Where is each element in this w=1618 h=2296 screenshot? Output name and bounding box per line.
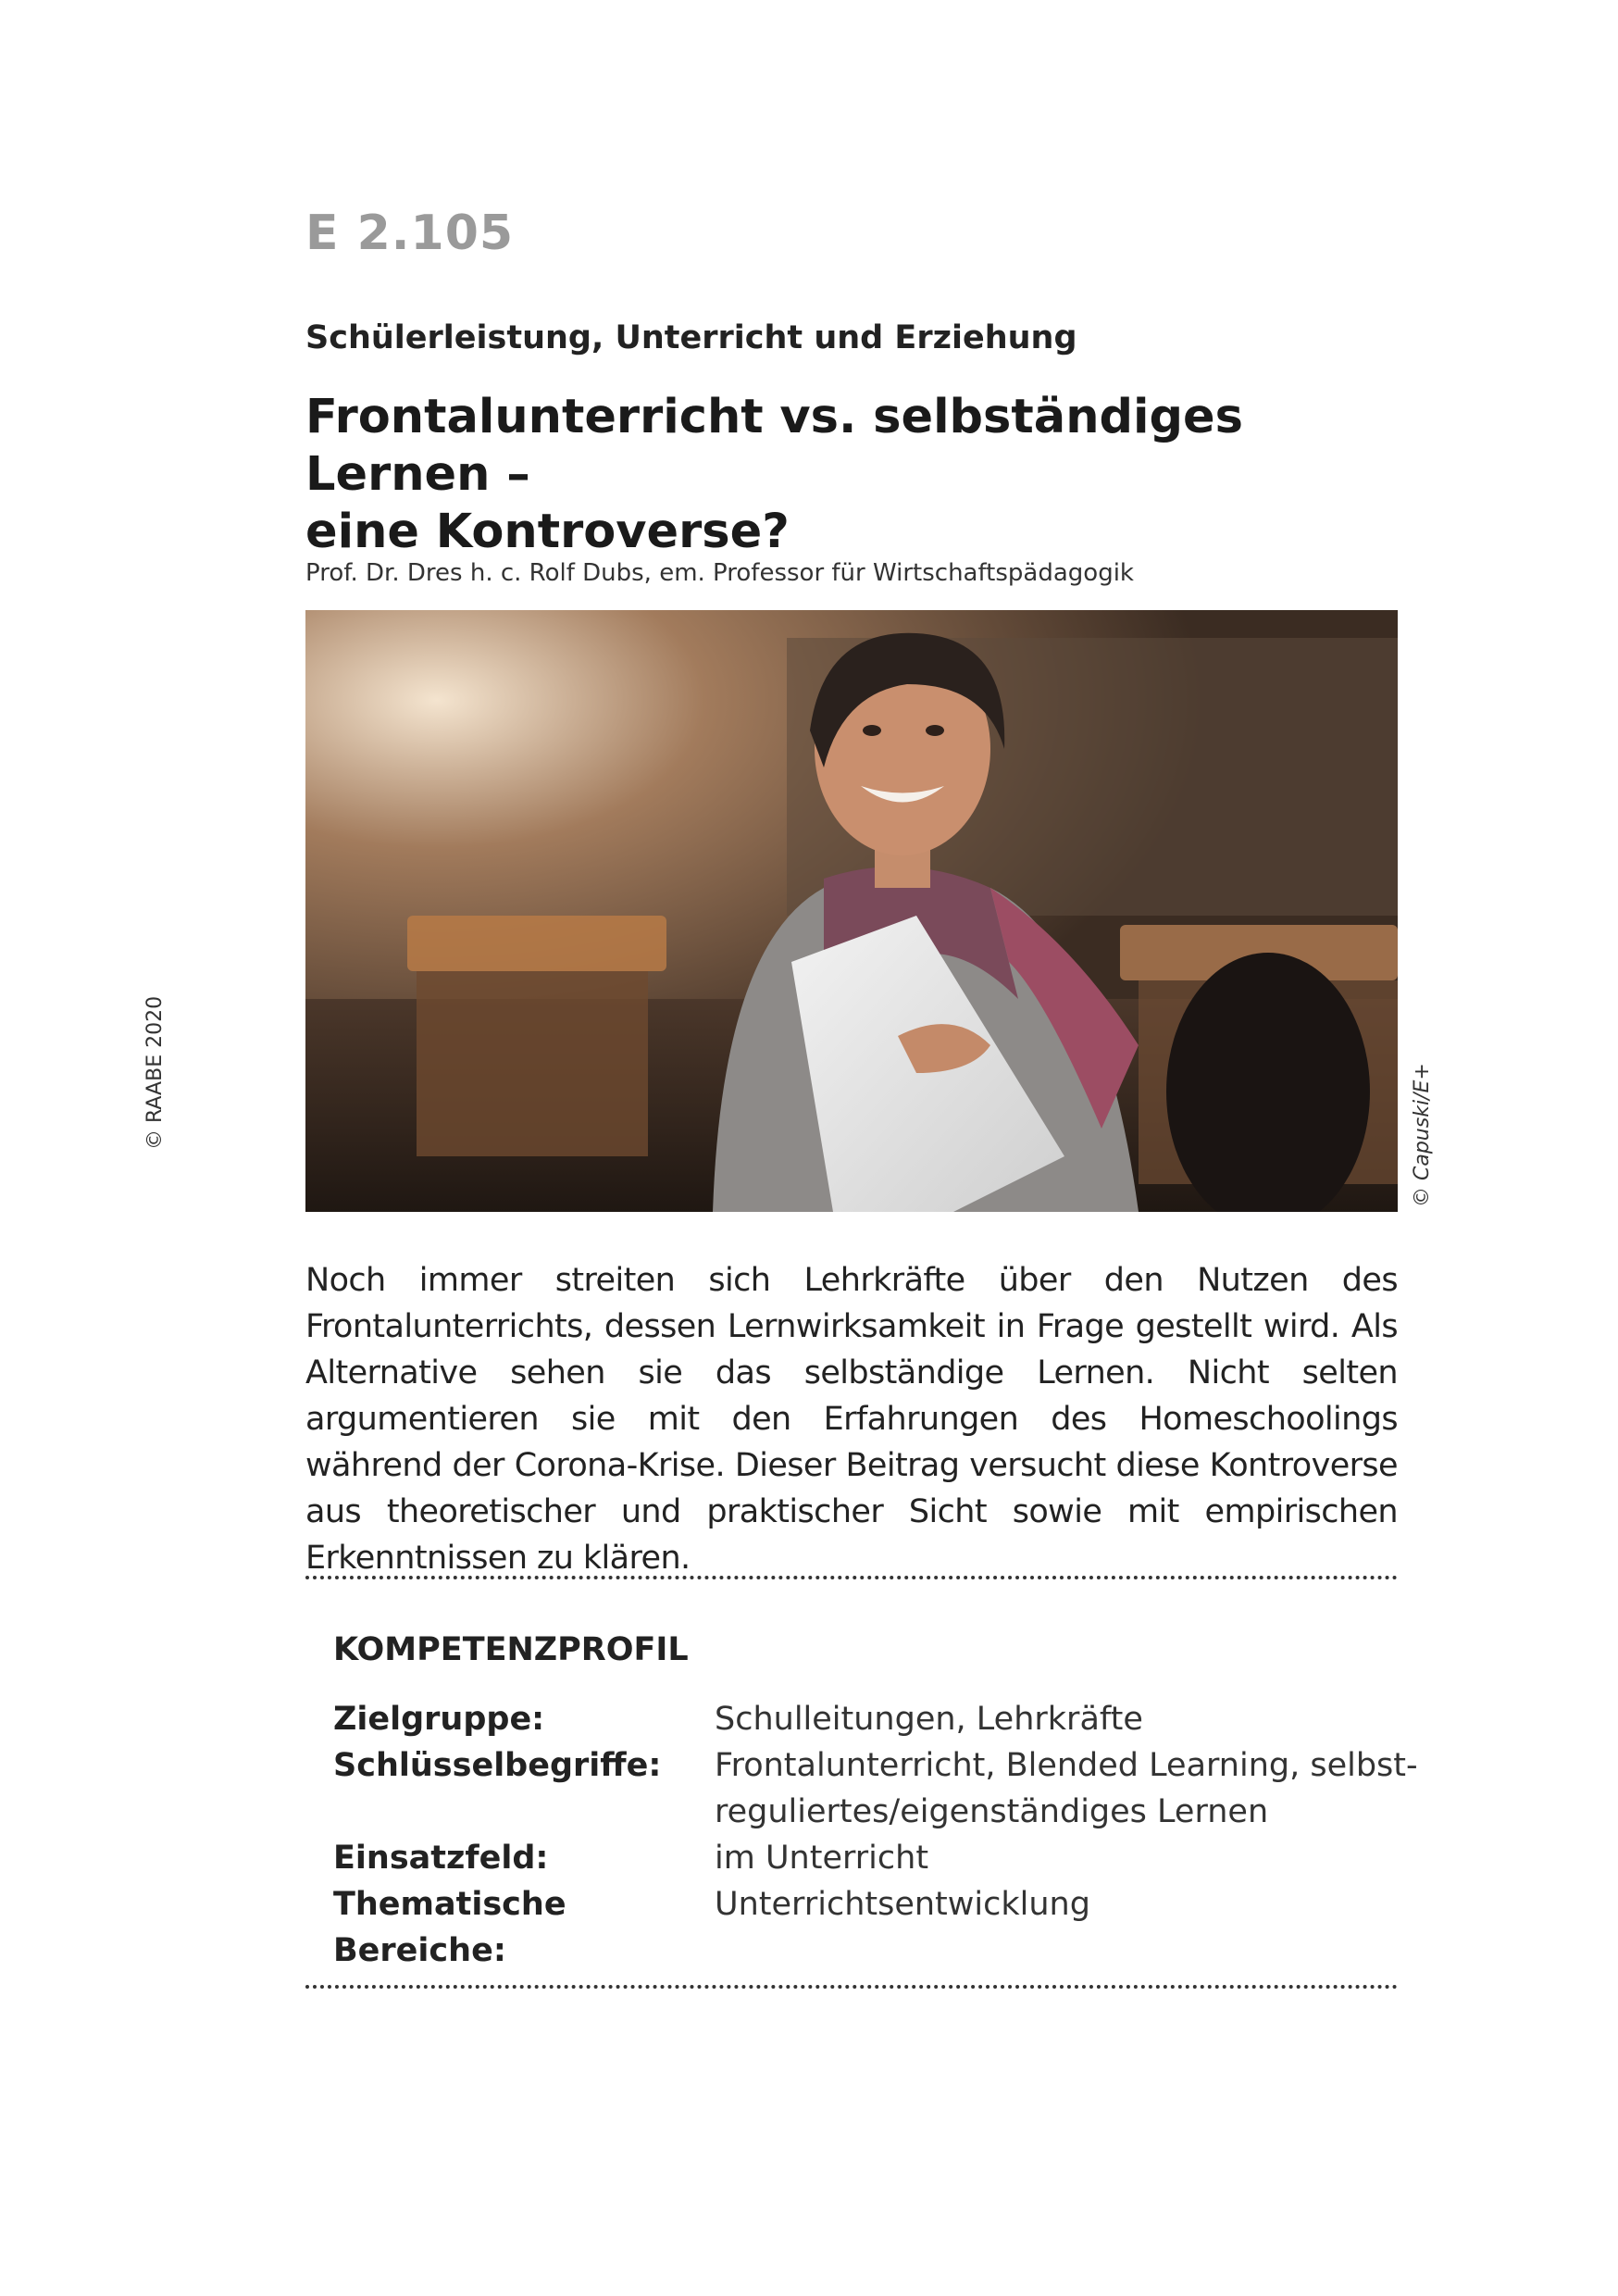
- row-label-einsatzfeld: Einsatzfeld:: [333, 1840, 549, 1877]
- publisher-copyright: © RAABE 2020: [143, 995, 167, 1150]
- kompetenzprofil-table: [333, 1696, 1418, 1974]
- title-line-1: Frontalunterricht vs. selbständiges Lernen –: [305, 390, 1243, 502]
- kompetenzprofil-row: [333, 1696, 1418, 1742]
- row-value-schluesselbegriffe: Frontalunterricht, Blended Learning, selbst- reguliertes/eigenständiges Lernen: [715, 1747, 1418, 1830]
- row-value-thematische-bereiche: Unterrichtsentwicklung: [715, 1886, 1090, 1923]
- kompetenzprofil-heading: KOMPETENZPROFIL: [333, 1631, 689, 1668]
- kompetenzprofil-row: [333, 1881, 1418, 1974]
- document-code: E 2.105: [305, 206, 515, 261]
- category-heading: Schülerleistung, Unterricht und Erziehung: [305, 319, 1077, 356]
- document-title: [305, 389, 1416, 561]
- author-line: Prof. Dr. Dres h. c. Rolf Dubs, em. Professor für Wirtschaftspädagogik: [305, 559, 1134, 587]
- teacher-photo: [305, 610, 1398, 1212]
- intro-paragraph: Noch immer streiten sich Lehrkräfte über den Nutzen des Frontalunterrichts, dessen Lernwirksamkeit in Frage gestellt wird. Als Alternative sehen sie das selbständige Lernen. Nicht selten argumentieren sie mit den Erfahrungen des Homeschoolings während der Corona-Krise. Dieser Beitrag versucht diese Kontroverse aus theoretischer und praktischer Sicht sowie mit empirischen Erkenntnissen zu klären.: [305, 1262, 1398, 1577]
- row-value-zielgruppe: Schulleitungen, Lehrkräfte: [715, 1701, 1143, 1738]
- row-label-zielgruppe: Zielgruppe:: [333, 1701, 545, 1738]
- title-line-2: eine Kontroverse?: [305, 505, 790, 559]
- kompetenzprofil-row: [333, 1835, 1418, 1881]
- teacher-photo-illustration: [305, 610, 1398, 1212]
- row-value-einsatzfeld: im Unterricht: [715, 1840, 929, 1877]
- row-label-schluesselbegriffe: Schlüsselbegriffe:: [333, 1747, 662, 1784]
- kompetenzprofil-row: [333, 1742, 1418, 1835]
- photo-credit: © Capuski/E+: [1411, 1063, 1434, 1207]
- dotted-divider-top: [305, 1576, 1398, 1579]
- dotted-divider-bottom: [305, 1985, 1398, 1989]
- row-label-thematische-bereiche: Thematische Bereiche:: [333, 1886, 566, 1969]
